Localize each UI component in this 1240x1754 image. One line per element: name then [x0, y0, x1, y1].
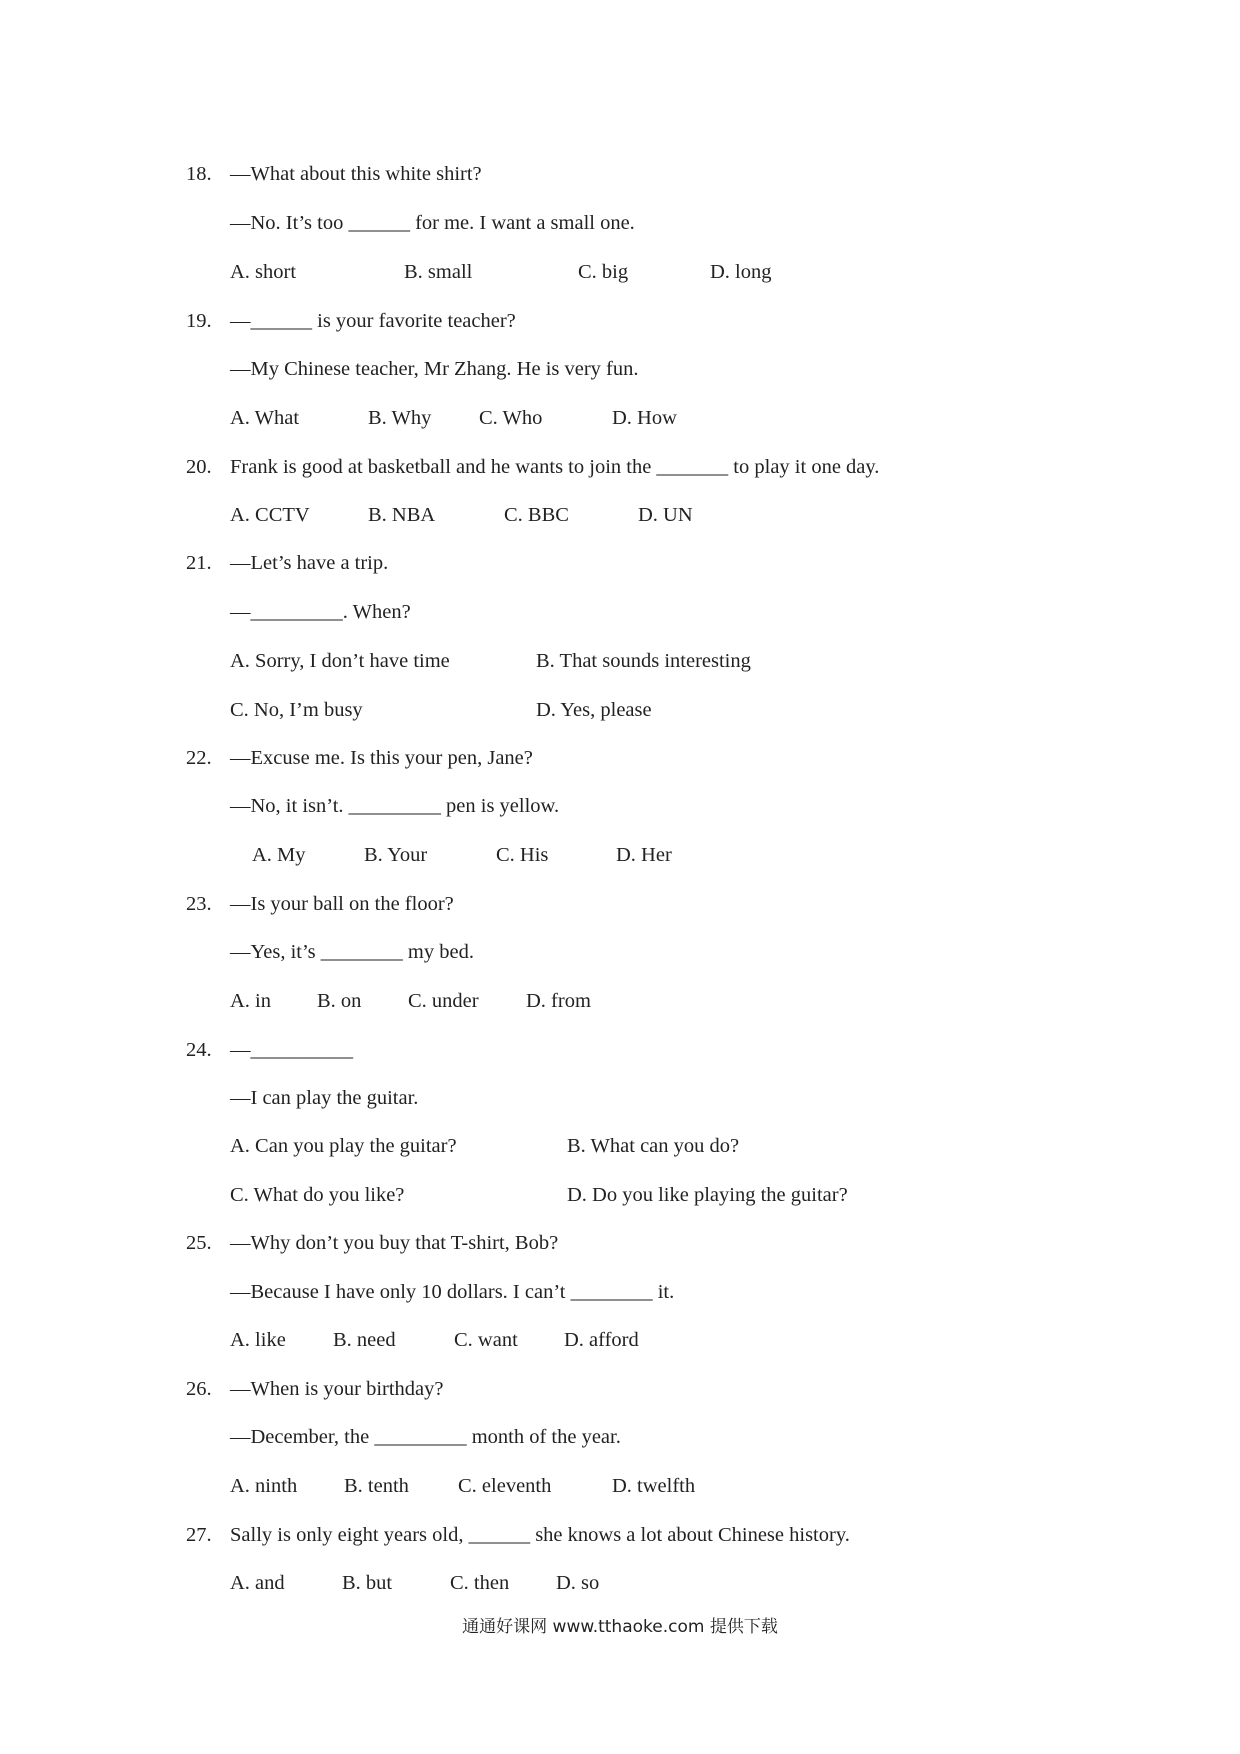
- option-d: D. Do you like playing the guitar?: [567, 1184, 848, 1206]
- question-number: 22.: [186, 747, 212, 769]
- option-a: A. ninth: [230, 1475, 298, 1497]
- option-c: C. His: [496, 844, 549, 866]
- option-d: D. How: [612, 407, 677, 429]
- option-a: A. My: [252, 844, 306, 866]
- question-number: 19.: [186, 310, 212, 332]
- option-b: B. What can you do?: [567, 1135, 740, 1157]
- option-c: C. BBC: [504, 504, 569, 526]
- question-number: 20.: [186, 456, 212, 478]
- question-line: Frank is good at basketball and he wants to join the _______ to play it one day.: [230, 456, 880, 478]
- option-c: C. Who: [479, 407, 543, 429]
- option-c: C. big: [578, 261, 629, 283]
- option-a: A. CCTV: [230, 504, 310, 526]
- question-line: Sally is only eight years old, ______ she knows a lot about Chinese history.: [230, 1524, 850, 1546]
- question-number: 23.: [186, 893, 212, 915]
- question-line: —What about this white shirt?: [230, 163, 482, 185]
- option-c: C. want: [454, 1329, 518, 1351]
- question-line: —When is your birthday?: [230, 1378, 444, 1400]
- question-number: 21.: [186, 552, 212, 574]
- option-b: B. need: [333, 1329, 396, 1351]
- question-line: —Excuse me. Is this your pen, Jane?: [230, 747, 533, 769]
- option-c: C. then: [450, 1572, 510, 1594]
- question-line: —Because I have only 10 dollars. I can’t ________ it.: [230, 1281, 675, 1303]
- question-number: 18.: [186, 163, 212, 185]
- option-a: A. and: [230, 1572, 285, 1594]
- question-line: —I can play the guitar.: [230, 1087, 419, 1109]
- option-c: C. under: [408, 990, 479, 1012]
- option-a: A. like: [230, 1329, 286, 1351]
- question-line: —__________: [230, 1039, 353, 1061]
- option-b: B. small: [404, 261, 473, 283]
- option-a: A. Can you play the guitar?: [230, 1135, 457, 1157]
- question-number: 26.: [186, 1378, 212, 1400]
- option-b: B. tenth: [344, 1475, 409, 1497]
- question-line: —Let’s have a trip.: [230, 552, 389, 574]
- question-line: —December, the _________ month of the year.: [230, 1426, 621, 1448]
- question-line: —______ is your favorite teacher?: [230, 310, 516, 332]
- option-c: C. What do you like?: [230, 1184, 405, 1206]
- question-line: —Why don’t you buy that T-shirt, Bob?: [230, 1232, 559, 1254]
- question-number: 27.: [186, 1524, 212, 1546]
- page-footer: 通通好课网 www.tthaoke.com 提供下载: [462, 1617, 778, 1637]
- option-c: C. No, I’m busy: [230, 699, 363, 721]
- option-b: B. NBA: [368, 504, 436, 526]
- option-a: A. What: [230, 407, 300, 429]
- question-line: —No, it isn’t. _________ pen is yellow.: [230, 795, 560, 817]
- option-d: D. UN: [638, 504, 693, 526]
- option-b: B. Your: [364, 844, 428, 866]
- option-d: D. so: [556, 1572, 600, 1594]
- option-c: C. eleventh: [458, 1475, 552, 1497]
- question-number: 24.: [186, 1039, 212, 1061]
- question-line: —My Chinese teacher, Mr Zhang. He is very fun.: [230, 358, 639, 380]
- option-b: B. That sounds interesting: [536, 650, 751, 672]
- option-a: A. in: [230, 990, 271, 1012]
- option-a: A. short: [230, 261, 297, 283]
- question-line: —_________. When?: [230, 601, 411, 623]
- option-b: B. Why: [368, 407, 432, 429]
- option-a: A. Sorry, I don’t have time: [230, 650, 450, 672]
- question-line: —No. It’s too ______ for me. I want a small one.: [230, 212, 635, 234]
- option-d: D. Yes, please: [536, 699, 652, 721]
- option-b: B. on: [317, 990, 362, 1012]
- option-d: D. long: [710, 261, 772, 283]
- option-d: D. from: [526, 990, 591, 1012]
- option-d: D. afford: [564, 1329, 639, 1351]
- option-d: D. twelfth: [612, 1475, 696, 1497]
- option-d: D. Her: [616, 844, 672, 866]
- question-line: —Is your ball on the floor?: [230, 893, 454, 915]
- question-number: 25.: [186, 1232, 212, 1254]
- question-line: —Yes, it’s ________ my bed.: [230, 941, 474, 963]
- option-b: B. but: [342, 1572, 393, 1594]
